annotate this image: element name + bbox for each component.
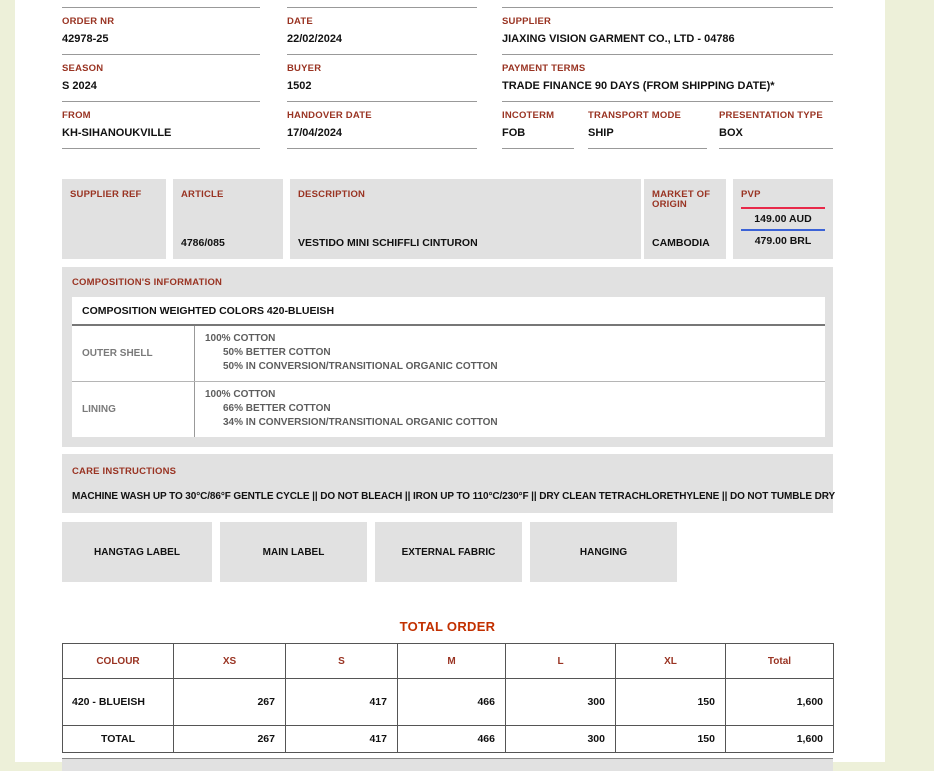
description-label: DESCRIPTION (298, 189, 366, 200)
composition-line: 66% BETTER COTTON (223, 403, 331, 414)
total-total-cell: 1,600 (726, 726, 834, 753)
article-value: 4786/085 (181, 237, 225, 249)
field-date (287, 8, 477, 55)
composition-row-lining (72, 381, 825, 437)
market-of-origin-label: MARKET OF ORIGIN (652, 189, 711, 210)
order-document (15, 0, 885, 762)
cutoff-underline (287, 0, 477, 8)
document-content (62, 0, 836, 771)
article-cell (173, 179, 283, 259)
buyer-label: BUYER (287, 63, 322, 74)
order-nr-label: ORDER NR (62, 16, 115, 27)
qty-s-cell: 417 (286, 679, 398, 726)
supplier-ref-cell (62, 179, 166, 259)
field-season (62, 55, 260, 102)
composition-detail (194, 326, 825, 381)
payment-terms-value: TRADE FINANCE 90 DAYS (FROM SHIPPING DATE)* (502, 80, 775, 92)
transport-mode-label: TRANSPORT MODE (588, 110, 682, 121)
composition-part-name: OUTER SHELL (82, 348, 153, 359)
composition-line: 100% COTTON (205, 333, 276, 344)
care-instructions-text: MACHINE WASH UP TO 30°C/86°F GENTLE CYCLE || DO NOT BLEACH || IRON UP TO 110°C/230°F || DRY CLEAN TETRACHLORETHYLENE || DO NOT TUMBLE DRY (72, 491, 836, 502)
field-row-3 (62, 102, 833, 149)
season-label: SEASON (62, 63, 104, 74)
cutoff-next-section (62, 758, 833, 771)
supplier-label: SUPPLIER (502, 16, 552, 27)
supplier-ref-label: SUPPLIER REF (70, 189, 142, 200)
date-label: DATE (287, 16, 313, 27)
composition-detail (194, 382, 825, 437)
pvp-red-divider (741, 207, 825, 209)
total-m-cell: 466 (398, 726, 506, 753)
from-value: KH-SIHANOUKVILLE (62, 127, 172, 139)
col-header-m: M (398, 644, 506, 679)
field-from (62, 102, 260, 149)
field-row-1 (62, 8, 833, 55)
pvp-blue-divider (741, 229, 825, 231)
pvp-cell (733, 179, 833, 259)
presentation-type-value: BOX (719, 127, 743, 139)
composition-line: 100% COTTON (205, 389, 276, 400)
transport-mode-value: SHIP (588, 127, 614, 139)
field-buyer (287, 55, 477, 102)
description-value: VESTIDO MINI SCHIFFLI CINTURON (298, 237, 478, 249)
total-xs-cell: 267 (174, 726, 286, 753)
cutoff-underline-row (62, 0, 833, 8)
handover-date-label: HANDOVER DATE (287, 110, 372, 121)
total-row-label: TOTAL (63, 726, 174, 753)
article-strip (62, 179, 833, 259)
total-l-cell: 300 (506, 726, 616, 753)
incoterm-value: FOB (502, 127, 526, 139)
handover-date-value: 17/04/2024 (287, 127, 343, 139)
market-of-origin-cell (644, 179, 726, 259)
pvp-label: PVP (741, 189, 761, 200)
qty-m-cell: 466 (398, 679, 506, 726)
table-row-colour (63, 679, 834, 726)
label-boxes-row (62, 522, 833, 582)
field-payment-terms (502, 55, 833, 102)
payment-terms-label: PAYMENT TERMS (502, 63, 586, 74)
from-label: FROM (62, 110, 91, 121)
col-header-xl: XL (616, 644, 726, 679)
date-value: 22/02/2024 (287, 33, 343, 45)
care-instructions-title: CARE INSTRUCTIONS (72, 466, 177, 477)
composition-line: 50% BETTER COTTON (223, 347, 331, 358)
cutoff-underline (62, 0, 260, 8)
label-box-hanging: HANGING (530, 522, 677, 582)
total-order-table (62, 643, 834, 753)
label-box-main-label: MAIN LABEL (220, 522, 367, 582)
description-cell (290, 179, 641, 259)
field-order-nr (62, 8, 260, 55)
total-xl-cell: 150 (616, 726, 726, 753)
composition-part-name: LINING (82, 404, 116, 415)
total-order-title: TOTAL ORDER (399, 619, 496, 634)
col-header-xs: XS (174, 644, 286, 679)
col-header-s: S (286, 644, 398, 679)
col-header-l: L (506, 644, 616, 679)
market-of-origin-value: CAMBODIA (652, 237, 710, 249)
buyer-value: 1502 (287, 80, 312, 92)
pvp-price-aud: 149.00 AUD (754, 213, 812, 225)
pvp-price-brl: 479.00 BRL (754, 235, 812, 247)
colour-name-cell: 420 - BLUEISH (63, 679, 174, 726)
label-box-external-fabric: EXTERNAL FABRIC (375, 522, 522, 582)
table-row-total (63, 726, 834, 753)
composition-line: 50% IN CONVERSION/TRANSITIONAL ORGANIC COTTON (223, 361, 498, 372)
supplier-value: JIAXING VISION GARMENT CO., LTD - 04786 (502, 33, 735, 45)
article-label: ARTICLE (181, 189, 224, 200)
field-incoterm (502, 102, 574, 149)
label-box-hangtag: HANGTAG LABEL (62, 522, 212, 582)
composition-section (62, 267, 833, 447)
col-header-colour: COLOUR (63, 644, 174, 679)
qty-xs-cell: 267 (174, 679, 286, 726)
field-transport-mode (588, 102, 707, 149)
field-presentation-type (719, 102, 833, 149)
composition-header: COMPOSITION WEIGHTED COLORS 420-BLUEISH (72, 297, 825, 326)
field-row-2 (62, 55, 833, 102)
total-s-cell: 417 (286, 726, 398, 753)
composition-row-outer-shell (72, 326, 825, 381)
incoterm-label: INCOTERM (502, 110, 555, 121)
field-supplier (502, 8, 833, 55)
composition-title: COMPOSITION'S INFORMATION (72, 277, 223, 288)
col-header-total: Total (726, 644, 834, 679)
qty-total-cell: 1,600 (726, 679, 834, 726)
qty-xl-cell: 150 (616, 679, 726, 726)
composition-table (72, 297, 825, 437)
presentation-type-label: PRESENTATION TYPE (719, 110, 823, 121)
qty-l-cell: 300 (506, 679, 616, 726)
total-table-header-row (63, 644, 834, 679)
season-value: S 2024 (62, 80, 97, 92)
field-handover-date (287, 102, 477, 149)
composition-line: 34% IN CONVERSION/TRANSITIONAL ORGANIC COTTON (223, 417, 498, 428)
care-instructions-section (62, 454, 836, 513)
order-nr-value: 42978-25 (62, 33, 109, 45)
cutoff-underline (502, 0, 833, 8)
